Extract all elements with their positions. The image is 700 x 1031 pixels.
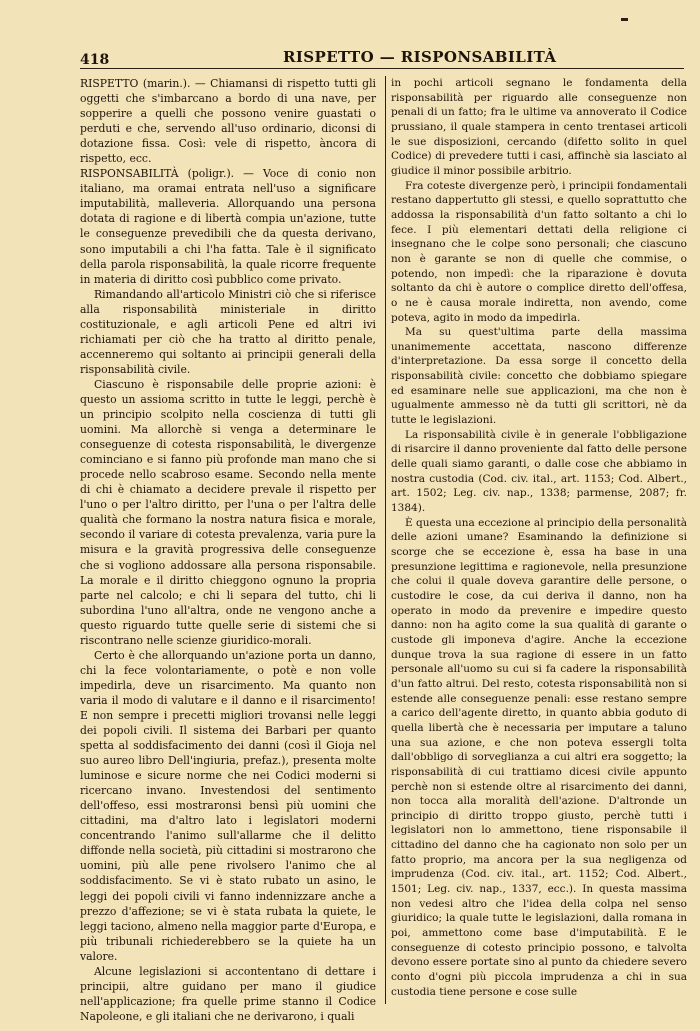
- paragraph: È questa una eccezione al principio della personalità delle azioni umane? Esaminando la definizione si scorge che se eccezione è, essa ha base in una presunzione legittima e ragionevole, nella presunzione che colui il quale doveva garantire delle persone, o custodire le cose, da cui deriva il danno, non ha operato in modo da prevenire e impedire questo danno: non ha agito come la sua qualità di garante o custode gli imponeva d'agire. Anche la eccezione dunque trova la sua ragione di essere in un fatto personale all'uomo su cui si fa cadere la risponsabilità d'un fatto altrui. Del resto, cotesta risponsabilità non si estende alle conseguenze penali: esse restano sempre a carico dell'agente diretto, in quanto abbia goduto di quella libertà che è necessaria per imputare a taluno una sua azione, e che non poteva essergli tolta dall'obbligo di sorveglianza a cui altri era soggetto; la risponsabilità di cui trattiamo dicesi civile appunto perchè non si estende oltre al risarcimento dei danni, non tocca alla moralità dell'azione. D'altronde un principio di diritto troppo giusto, perchè tutti i legislatori non lo ammettono, tiene risponsabile il cittadino del danno che ha cagionato non solo per un fatto proprio, ma ancora per la sua negligenza od imprudenza (Cod. civ. ital., art. 1152; Cod. Albert., 1501; Leg. civ. nap., 1337, ecc.). In questa massima non vedesi altro che l'idea della colpa nel senso giuridico; la quale tutte le legislazioni, dalla romana in poi, ammettono come base d'imputabilità. E le conseguenze di cotesto principio possono, e talvolta devono essere portate sino al punto da chiedere severo conto d'ogni più piccola imprudenza a chi in sua custodia tiene persone e cose sulle: [391, 516, 687, 998]
- paragraph: in pochi articoli segnano le fondamenta della risponsabilità per riguardo alle conseguenze non penali di un fatto; fra le ultime va annoverato il Codice prussiano, il quale stampera in cento trentasei articoli le sue disposizioni, cercando (difetto solito in quel Codice) di prevedere tutti i casi, affinchè sia lasciato al giudice il minor possibile arbitrio.: [391, 77, 687, 177]
- paragraph: RISPETTO (marin.). — Chiamansi di rispetto tutti gli oggetti che s'imbarcano a bordo di una nave, per sopperire a quelli che possono venire guastati o perduti e che, servendo all'uso ordinario, diconsi di dotazione fissa. Così: vele di rispetto, àncora di rispetto, ecc.: [80, 77, 376, 166]
- paragraph: Rimandando all'articolo Ministri ciò che si riferisce alla risponsabilità ministeriale in diritto costituzionale, e agli articoli Pene ed altri ivi richiamati per ciò che ha tratto al diritto penale, accenneremo qui soltanto ai principii generali della risponsabilità civile.: [80, 287, 376, 376]
- header-rule: [80, 68, 684, 69]
- paragraph: Ciascuno è risponsabile delle proprie azioni: è questo un assioma scritto in tutte le leggi, perchè è un principio scolpito nella coscienza di tutti gli uomini. Ma allorchè si venga a determinare le conseguenze di cotesta risponsabilità, le divergenze cominciano e si fanno più profonde man mano che si procede nello scabroso esame. Secondo nella mente di chi è chiamato a decidere prevale il rispetto per l'uno o per l'altro diritto, per l'una o per l'altra delle qualità che formano la nostra natura fisica e morale, secondo il variare di cotesta prevalenza, varia pure la misura e la gravità progressiva delle conseguenze che si vogliono addossare alla persona risponsabile. La morale e il diritto chieggono ognuno la propria parte nel calcolo; e chi li separa del tutto, chi li subordina l'uno all'altra, onde ne vengono anche a questo riguardo tutte quelle serie di sistemi che si riscontrano nelle scienze giuridico-morali.: [80, 377, 376, 647]
- paragraph: Ma su quest'ultima parte della massima unanimemente accettata, nascono differenze d'interpretazione. Da essa sorge il concetto della risponsabilità civile: concetto che dobbiamo spiegare ed esaminare nelle sue applicazioni, ma che non è ugualmente ammesso nè da tutti gli scrittori, nè da tutte le legislazioni.: [391, 326, 687, 427]
- print-mark: [621, 18, 628, 21]
- paragraph: RISPONSABILITÀ (poligr.). — Voce di conio non italiano, ma oramai entrata nell'uso a significare imputabilità, malleveria. Allorquando una persona dotata di ragione e di libertà compia un'azione, tutte le conseguenze prevedibili che da questa derivano, sono imputabili a chi l'ha fatta. Tale è il significato della parola risponsabilità, la quale ricorre frequente in materia di diritto così pubblico come privato.: [80, 167, 376, 286]
- paragraph: Fra coteste divergenze però, i principii fondamentali restano dappertutto gli stessi, e quello soprattutto che addossa la risponsabilità d'un fatto soltanto a chi lo fece. I più elementari dettati della religione ci insegnano che le colpe sono personali; che ciascuno non è garante se non di quelle che commise, o potendo, non impedì: che la riparazione è dovuta soltanto da chi è autore o complice diretto dell'offesa, o ne è causa morale indiretta, non avendo, come poteva, agito in modo da impedirla.: [391, 179, 687, 324]
- running-title: RISPETTO — RISPONSABILITÀ: [283, 48, 557, 66]
- right-column: [391, 76, 687, 999]
- paragraph: Certo è che allorquando un'azione porta un danno, chi la fece volontariamente, o potè e non volle impedirla, deve un risarcimento. Ma quanto non varia il modo di valutare e il danno e il risarcimento! E non sempre i precetti migliori trovansi nelle leggi dei popoli civili. Il sistema dei Barbari per quanto spetta al soddisfacimento dei danni (così il Gioja nel suo aureo libro Dell'ingiuria, prefaz.), presenta molte luminose e sicure norme che nei Codici moderni si ricercano invano. Investendosi del sentimento dell'offeso, essi mostraronsi bensì più uomini che cittadini, ma d'altro lato i legislatori moderni concentrando l'animo sull'allarme che il delitto diffonde nella società, più cittadini si mostrarono che uomini, più alle pene rivolsero l'animo che al soddisfacimento. Se vi è stato rubato un asino, le leggi dei popoli civili vi fanno indennizzare anche a prezzo d'affezione; se vi è stata rubata la quiete, le leggi taciono, almeno nella maggior parte d'Europa, e più tribunali richiederebbero se la quiete ha un valore.: [80, 648, 376, 963]
- paragraph: La risponsabilità civile è in generale l'obbligazione di risarcire il danno proveniente dal fatto delle persone delle quali siamo garanti, o dalle cose che abbiamo in nostra custodia (Cod. civ. ital., art. 1153; Cod. Albert., art. 1502; Leg. civ. nap., 1338; parmense, 2087; fr. 1384).: [391, 428, 687, 515]
- left-column: [80, 76, 376, 1024]
- column-divider: [385, 76, 386, 1004]
- page-number: 418: [80, 52, 110, 68]
- paragraph: Alcune legislazioni si accontentano di dettare i principii, altre guidano per mano il giudice nell'applicazione; fra quelle prime stanno il Codice Napoleone, e gli italiani che ne derivarono, i quali: [80, 964, 376, 1023]
